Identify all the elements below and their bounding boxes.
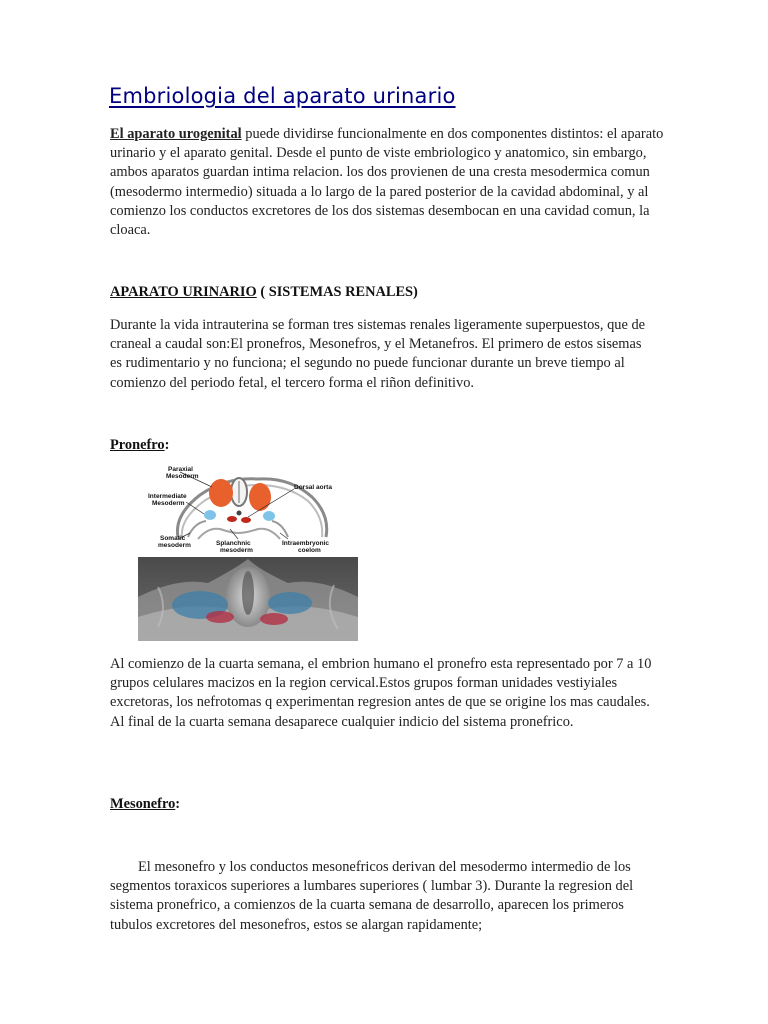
section-heading-pronefro xyxy=(110,437,169,454)
label-intraembryonic-2: coelom xyxy=(298,547,321,554)
label-splanchnic-1: Splanchnic xyxy=(216,540,251,547)
pronefro-heading-colon: : xyxy=(164,437,170,453)
dorsal-aorta-left xyxy=(227,516,237,522)
intro-paragraph xyxy=(110,125,670,240)
urinario-paragraph: Durante la vida intrauterina se forman tres sistemas renales ligeramente superpuestos, que de craneal a caudal son:El pronefros, Mesonefros, y el Metanefros. El primero de estos sisemas es rudimentario y no funciona; el segundo no puede funcionar durante un breve tiempo al comienzo del periodo fetal, el tercero forma el riñon definitivo. xyxy=(110,317,646,391)
section-heading-urinario xyxy=(110,284,418,301)
page-title: Embriologia del aparato urinario xyxy=(109,84,456,108)
label-intermediate-2: Mesoderm xyxy=(152,500,185,507)
label-splanchnic-2: mesoderm xyxy=(220,547,253,554)
label-somatic-2: mesoderm xyxy=(158,542,191,549)
label-paraxial-2: Mesoderm xyxy=(166,473,199,480)
paraxial-mesoderm-right xyxy=(249,483,271,511)
pronefro-paragraph: Al comienzo de la cuarta semana, el embrion humano el pronefro esta representado por 7 a 10 grupos celulares macizos en la region cervical.Estos grupos forman unidades vestiyiales excretoras, los nefrotomas q experimentan regresion antes de que se origine los mas caudales. Al final de la cuarta semana desaparece cualquier indicio del sistema pronefrico. xyxy=(110,656,652,730)
embryo-cross-section-diagram xyxy=(138,463,350,557)
pronefro-heading: Pronefro xyxy=(110,437,165,453)
section-heading-mesonefro xyxy=(110,796,180,813)
intro-term: El aparato urogenital xyxy=(110,126,242,142)
label-intermediate-1: Intermediate xyxy=(148,493,187,500)
urinario-heading-rest: ( SISTEMAS RENALES) xyxy=(256,284,418,300)
label-somatic-1: Somatic xyxy=(160,535,186,542)
label-intraembryonic-1: Intraembryonic xyxy=(282,540,329,547)
mesonefro-heading: Mesonefro xyxy=(110,796,176,812)
notochord xyxy=(237,511,242,516)
intermediate-mesoderm-right xyxy=(263,511,275,521)
mesonefro-paragraph xyxy=(110,858,650,935)
blue-highlight-right xyxy=(268,592,312,614)
label-dorsal-aorta: Dorsal aorta xyxy=(294,484,332,491)
intermediate-mesoderm-left xyxy=(204,510,216,520)
red-highlight-left xyxy=(206,611,234,623)
mesonefro-heading-colon: : xyxy=(175,796,181,812)
mesonefro-text: El mesonefro y los conductos mesonefricos derivan del mesodermo intermedio de los segmentos toraxicos superiores a lumbares superiores ( lumbar 3). Durante la regresion del sistema pronefrico, a comienzos de la cuarta semana de desarrollo, aparecen los primeros tubulos excretores del mesonefros, estos se alargan rapidamente; xyxy=(110,859,634,933)
label-paraxial-1: Paraxial xyxy=(168,466,193,473)
urinario-heading-main: APARATO URINARIO xyxy=(110,284,257,300)
dorsal-aorta-right xyxy=(241,517,251,523)
embryo-micrograph-image xyxy=(138,557,358,641)
intro-text: puede dividirse funcionalmente en dos componentes distintos: el aparato urinario y el aparato genital. Desde el punto de viste embriologico y anatomico, sin embargo, ambos aparatos guardan intima relacion. los dos provienen de una cresta mesodermica comun (mesodermo intermedio) situada a lo largo de la pared posterior de la cavidad abdominal, y al comienzo los conductos excretores de los dos sistemas desembocan en una cavidad comun, la cloaca. xyxy=(110,126,664,239)
paraxial-mesoderm-left xyxy=(209,479,233,507)
red-highlight-right xyxy=(260,613,288,625)
